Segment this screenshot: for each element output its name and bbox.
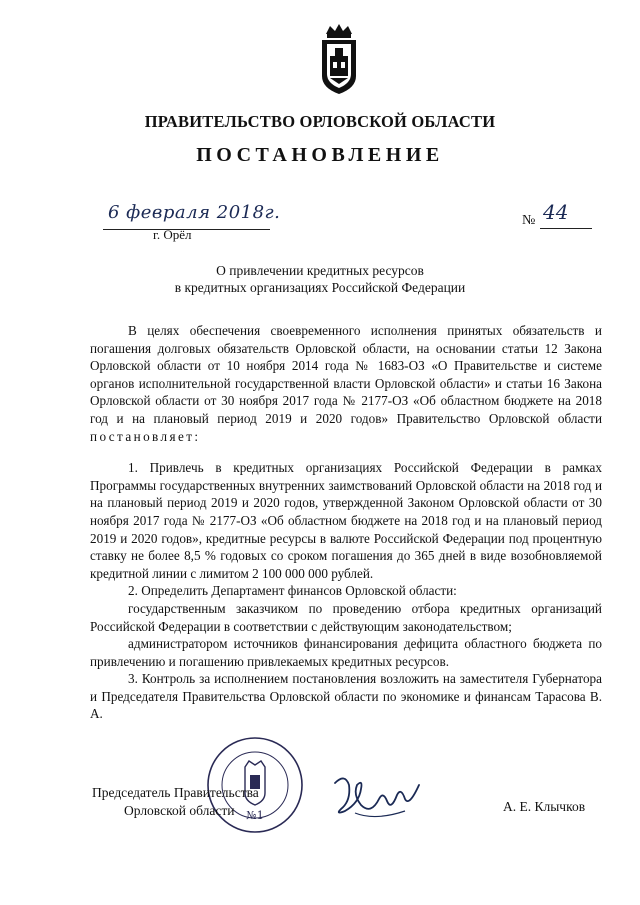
- city: г. Орёл: [153, 227, 192, 242]
- coat-of-arms-emblem: [318, 22, 360, 96]
- document-body: [90, 322, 602, 723]
- number-handwritten: 44: [543, 200, 569, 224]
- document-type: ПОСТАНОВЛЕНИЕ: [196, 144, 444, 166]
- signatory-position-line-1: Председатель Правительства: [92, 785, 259, 800]
- title-line-1: О привлечении кредитных ресурсов: [216, 263, 424, 278]
- item-1: 1. Привлечь в кредитных организациях Российской Федерации в рамках Программы государственных внутренних заимствований Орловской области на 2018 год и на плановый период 2019 и 2020 годов, утвержденной Законом Орловской области от 30 ноября 2017 года № 2177-ОЗ «Об областном бюджете на 2018 год и на плановый период 2019 и 2020 годов», кредитные ресурсы в валюте Российской Федерации под процентную ставку не более 8,5 % годовых со сроком погашения до 365 дней в виде возобновляемой кредитной линии с лимитом 2 100 000 000 рублей.: [90, 460, 602, 581]
- organization-name: ПРАВИТЕЛЬСТВО ОРЛОВСКОЙ ОБЛАСТИ: [144, 112, 496, 131]
- handwritten-signature: [325, 765, 425, 827]
- item-2b: администратором источников финансирования дефицита областного бюджета по привлечению и погашению привлекаемых кредитных ресурсов.: [90, 636, 602, 669]
- title-line-2: в кредитных организациях Российской Федерации: [174, 280, 466, 295]
- signatory-name: А. Е. Клычков: [503, 799, 586, 814]
- item-3: 3. Контроль за исполнением постановления возложить на заместителя Губернатора и Председателя Правительства Орловской области по экономике и финансам Тарасова В. А.: [90, 671, 602, 722]
- signatory-position-line-2: Орловской области: [124, 803, 235, 818]
- number-label: №: [522, 213, 536, 228]
- seal-number: №1: [246, 809, 264, 822]
- preamble-text: В целях обеспечения своевременного исполнения принятых обязательств и погашения долговых обязательств Орловской области, на основании статьи 12 Закона Орловской области от 10 ноября 2014 года № 1683-ОЗ «О Правительстве и системе органов исполнительной государственной власти Орловской области» и статьи 16 Закона Орловской области от 30 ноября 2017 года № 2177-ОЗ «Об областном бюджете на 2018 год и на плановый период 2019 и 2020 годов» Правительство Орловской области: [90, 323, 602, 426]
- resolves-word: постановляет:: [90, 428, 201, 444]
- document-title: [0, 262, 640, 296]
- item-2a: государственным заказчиком по проведению отбора кредитных организаций Российской Федерации в соответствии с действующим законодательством;: [90, 600, 602, 634]
- date-handwritten: 6 февраля 2018г.: [108, 202, 281, 223]
- item-2: 2. Определить Департамент финансов Орловской области:: [128, 583, 457, 599]
- preamble-paragraph: [90, 322, 602, 445]
